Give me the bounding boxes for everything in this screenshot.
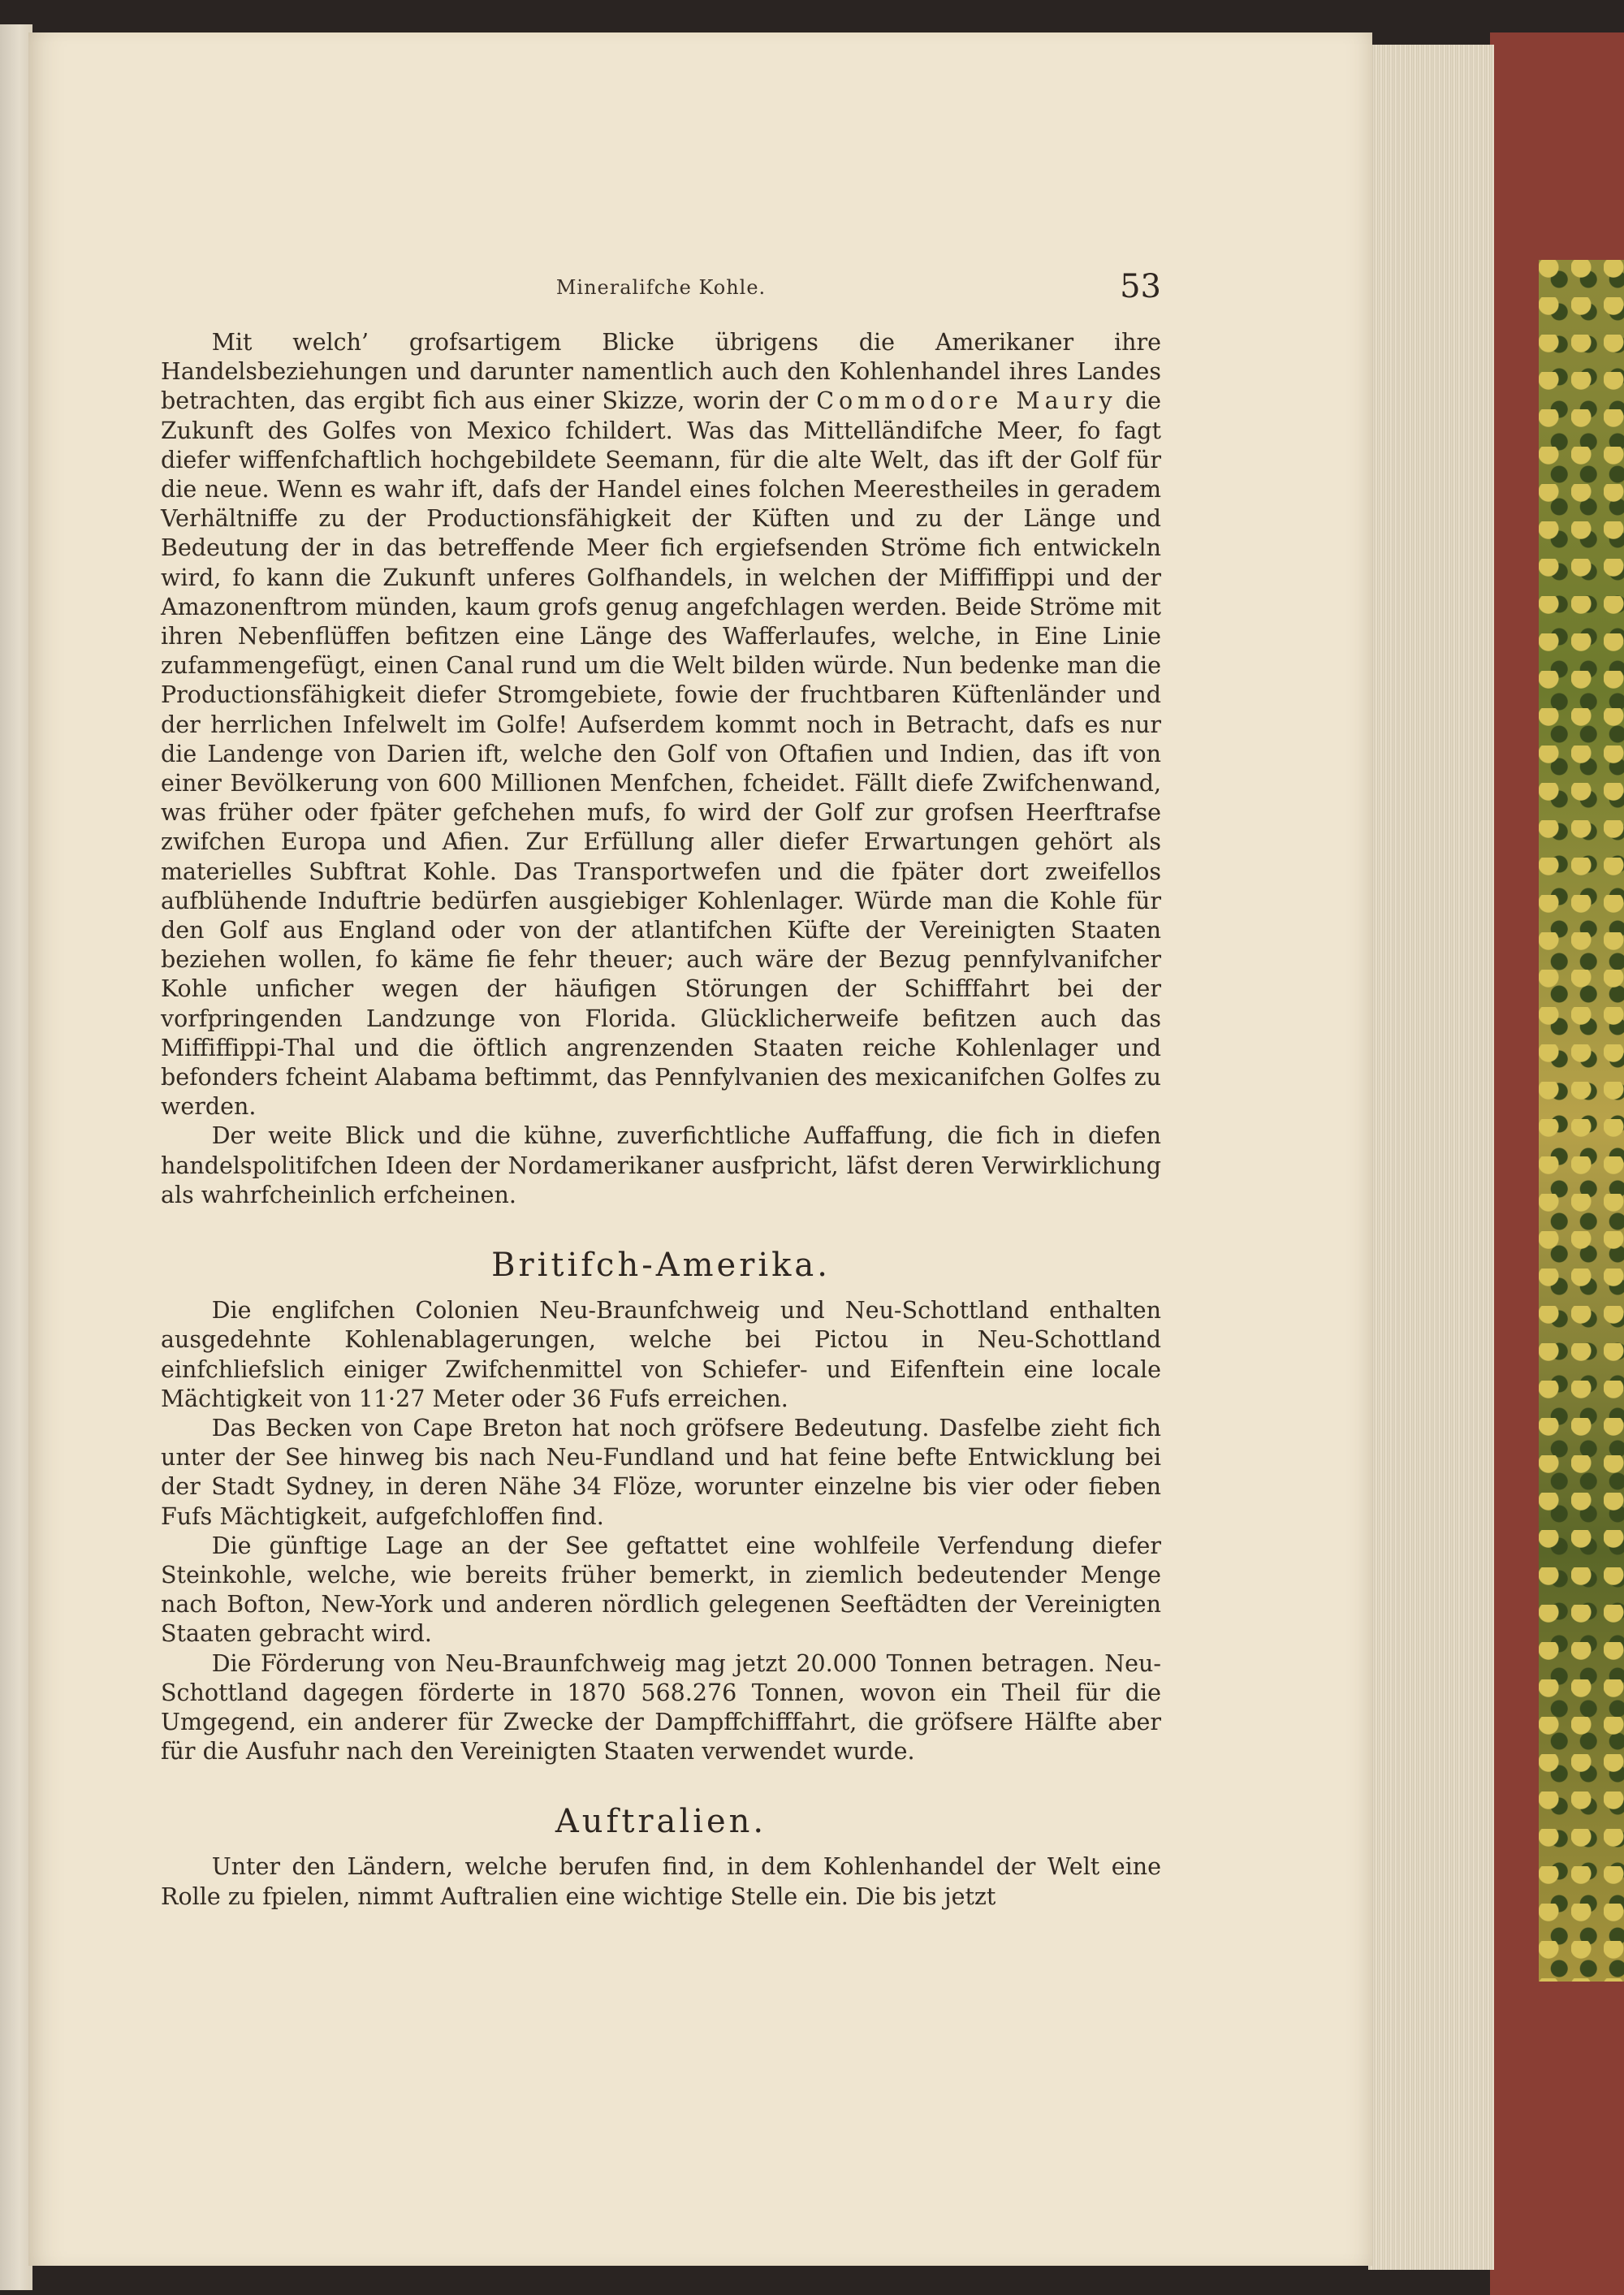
paragraph-colonies: Die englifchen Colonien Neu-Braunfchweig und Neu-Schottland enthalten ausgedehnte Kohlenablagerungen, welche bei Pictou in Neu-Schottland einfchliefslich einiger Zwifchenmittel von Schiefer- und Eifenftein eine locale Mächtigkeit von 11·27 Meter oder 36 Fufs erreichen. [161,1297,1161,1412]
paragraph-text: Mit welch’ grofsartigem Blicke übrigens die Amerikaner ihre Handelsbeziehungen und darunter namentlich auch den Kohlenhandel ihres Landes betrachten, das ergibt fich aus einer Skizze, worin der [161,329,1161,415]
marbled-endpaper [1539,260,1624,1982]
section-heading-british-america: Britifch-Amerika. [491,1247,831,1285]
running-head [161,268,1161,309]
page-block-edge [1368,45,1494,2270]
previous-page-edge [0,24,32,2290]
paragraph-australia: Unter den Ländern, welche berufen find, in dem Kohlenhandel der Welt eine Rolle zu fpielen, nimmt Auftralien eine wichtige Stelle ein. Die bis jetzt [161,1853,1161,1910]
section-heading-australia: Auftralien. [555,1803,767,1841]
paragraph-shipping: Die günftige Lage an der See geftattet eine wohlfeile Verfendung diefer Steinkohle, welche, wie bereits früher bemerkt, in ziemlich bedeutender Menge nach Bofton, New-York und anderen nördlich gelegenen Seeftädten der Vereinigten Staaten gebracht wird. [161,1532,1161,1648]
person-name: Commodore Maury [816,387,1117,415]
text-body [161,328,1161,1912]
paragraph-maury [161,328,1161,1122]
paragraph-conclusion: Der weite Blick und die kühne, zuverfichtliche Auffaffung, die fich in diefen handelspolitifchen Ideen der Nordamerikaner ausfpricht, läfst deren Verwirklichung als wahrfcheinlich erfcheinen. [161,1122,1161,1208]
running-title: Mineralifche Kohle. [555,276,767,299]
paragraph-production: Die Förderung von Neu-Braunfchweig mag jetzt 20.000 Tonnen betragen. Neu-Schottland dagegen förderte in 1870 568.276 Tonnen, wovon ein Theil für die Umgegend, ein anderer für Zwecke der Dampffchifffahrt, die gröfsere Hälfte aber für die Ausfuhr nach den Vereinigten Staaten verwendet wurde. [161,1649,1161,1766]
page-number: 53 [1120,268,1161,305]
paragraph-cape-breton: Das Becken von Cape Breton hat noch gröfsere Bedeutung. Dasfelbe zieht fich unter der See hinweg bis nach Neu-Fundland und hat feine befte Entwicklung bei der Stadt Sydney, in deren Nähe 34 Flöze, worunter einzelne bis vier oder fieben Fufs Mächtigkeit, aufgefchloffen find. [161,1414,1161,1530]
paragraph-text: die Zukunft des Golfes von Mexico fchildert. Was das Mittelländifche Meer, fo fagt diefer wiffenfchaftlich hochgebildete Seemann, für die alte Welt, das ift der Golf für die neue. Wenn es wahr ift, dafs der Handel eines folchen Meerestheiles in geradem Verhältniffe zu der Productionsfähigkeit der Küften und zu der Länge und Bedeutung der in das betreffende Meer fich ergiefsenden Ströme fich entwickeln wird, fo kann die Zukunft unferes Golfhandels, in welchen der Miffiffippi und der Amazonenftrom münden, kaum grofs genug angefchlagen werden. Beide Ströme mit ihren Nebenflüffen befitzen eine Länge des Wafferlaufes, welche, in Eine Linie zufammengefügt, einen Canal rund um die Welt bilden würde. Nun bedenke man die Productionsfähigkeit diefer Stromgebiete, fowie der fruchtbaren Küftenländer und der herrlichen Infelwelt im Golfe! Aufserdem kommt noch in Betracht, dafs es nur die Landenge von Darien ift, welche den Golf von Oftafien und Indien, das ift von einer Bevölkerung von 600 Millionen Menfchen, fcheidet. Fällt diefe Zwifchenwand, was früher oder fpäter gefchehen mufs, fo wird der Golf zur grofsen Heerftrafse zwifchen Europa und Afien. Zur Erfüllung aller diefer Erwartungen gehört als materielles Subftrat Kohle. Das Transportwefen und die fpäter dort zweifellos aufblühende Induftrie bedürfen ausgiebiger Kohlenlager. Würde man die Kohle für den Golf aus England oder von der atlantifchen Küfte der Vereinigten Staaten beziehen wollen, fo käme fie fehr theuer; auch wäre der Bezug pennfylvanifcher Kohle unficher wegen der häufigen Störungen der Schifffahrt bei der vorfpringenden Landzunge von Florida. Glücklicherweife befitzen auch das Miffiffippi-Thal und die öftlich angrenzenden Staaten reiche Kohlenlager und befonders fcheint Alabama beftimmt, das Pennfylvanien des mexicanifchen Golfes zu werden. [161,387,1162,1121]
